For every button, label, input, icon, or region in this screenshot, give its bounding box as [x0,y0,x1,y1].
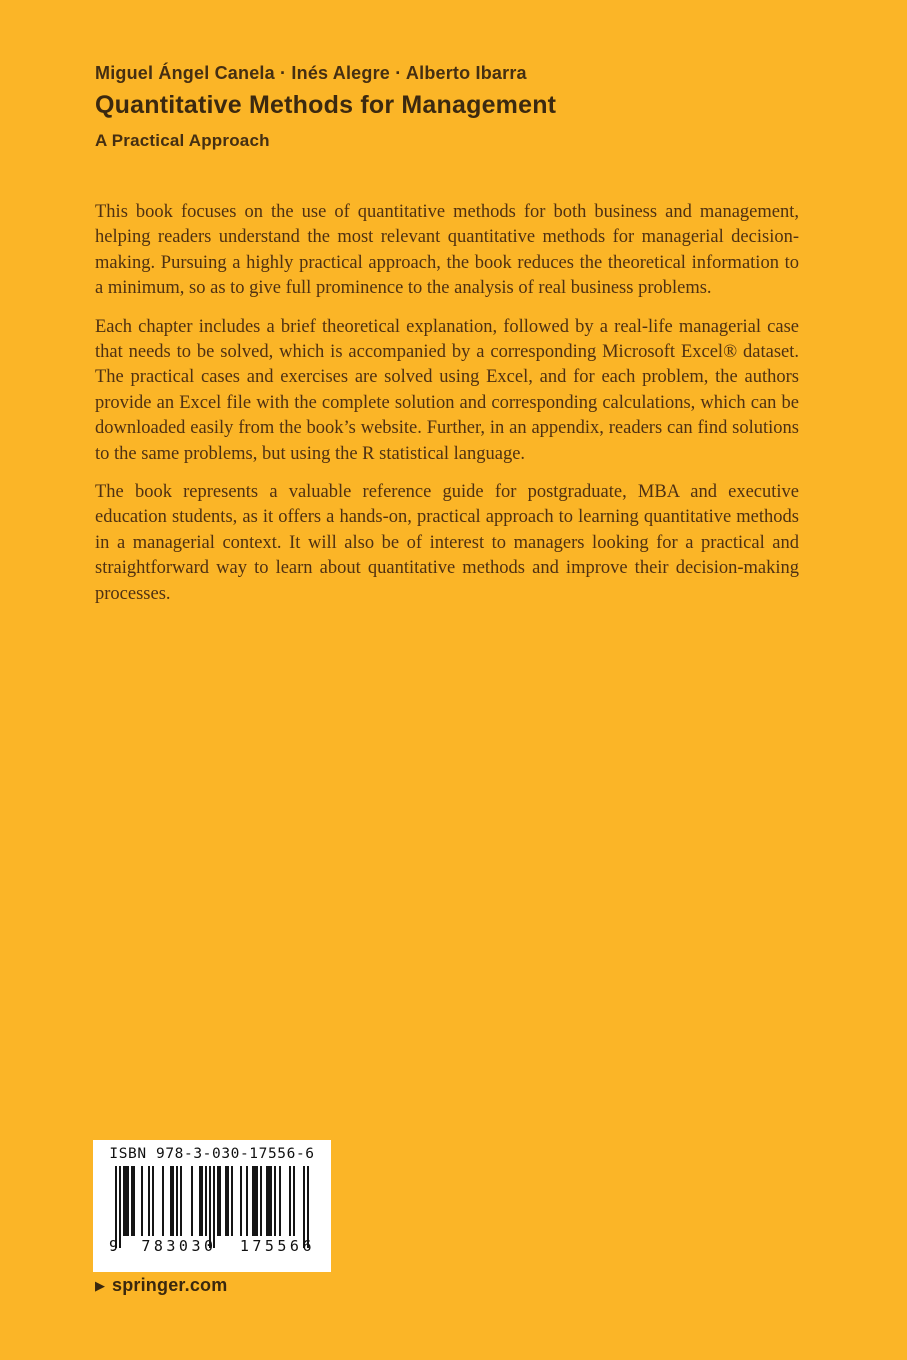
description-paragraph-2: Each chapter includes a brief theoretical explanation, followed by a real-life managerial case that needs to be solved, which is accompanied by a corresponding Microsoft Excel® dataset. The practical cases and exercises are solved using Excel, and for each problem, the authors provide an Excel file with the complete solution and corresponding calculations, which can be downloaded easily from the book’s website. Further, in an appendix, readers can find solutions to the same problems, but using the R statistical language. [95,316,799,464]
description-paragraph-3: The book represents a valuable reference guide for postgraduate, MBA and executive education students, as it offers a hands-on, practical approach to learning quantitative methods in a managerial context. It will also be of interest to managers looking for a practical and straightforward way to learn about quantitative methods and improve their decision-making processes. [95,482,799,604]
barcode-digits [109,1237,315,1255]
book-description [95,200,799,620]
barcode-digits-right-group: 175566 [239,1237,315,1255]
isbn-barcode-box [93,1140,331,1272]
ean13-barcode [115,1166,309,1248]
book-header [95,62,815,151]
barcode-bar [307,1166,309,1248]
play-arrow-icon: ▶ [95,1277,105,1293]
barcode-digits-left-group: 783030 [141,1237,217,1255]
isbn-number: ISBN 978-3-030-17556-6 [109,1146,315,1162]
publisher-footer [95,1275,227,1296]
description-paragraph-1: This book focuses on the use of quantitative methods for both business and management, helping readers understand the most relevant quantitative methods for managerial decision-making. Pursuing a highly practical approach, the book reduces the theoretical information to a minimum, so as to give full prominence to the analysis of real business problems. [95,202,799,299]
book-title: Quantitative Methods for Management [95,91,557,119]
publisher-url: springer.com [112,1275,228,1295]
authors-line: Miguel Ángel Canela · Inés Alegre · Alberto Ibarra [95,63,527,83]
barcode-digit-left: 9 [109,1237,119,1255]
book-subtitle: A Practical Approach [95,131,270,150]
